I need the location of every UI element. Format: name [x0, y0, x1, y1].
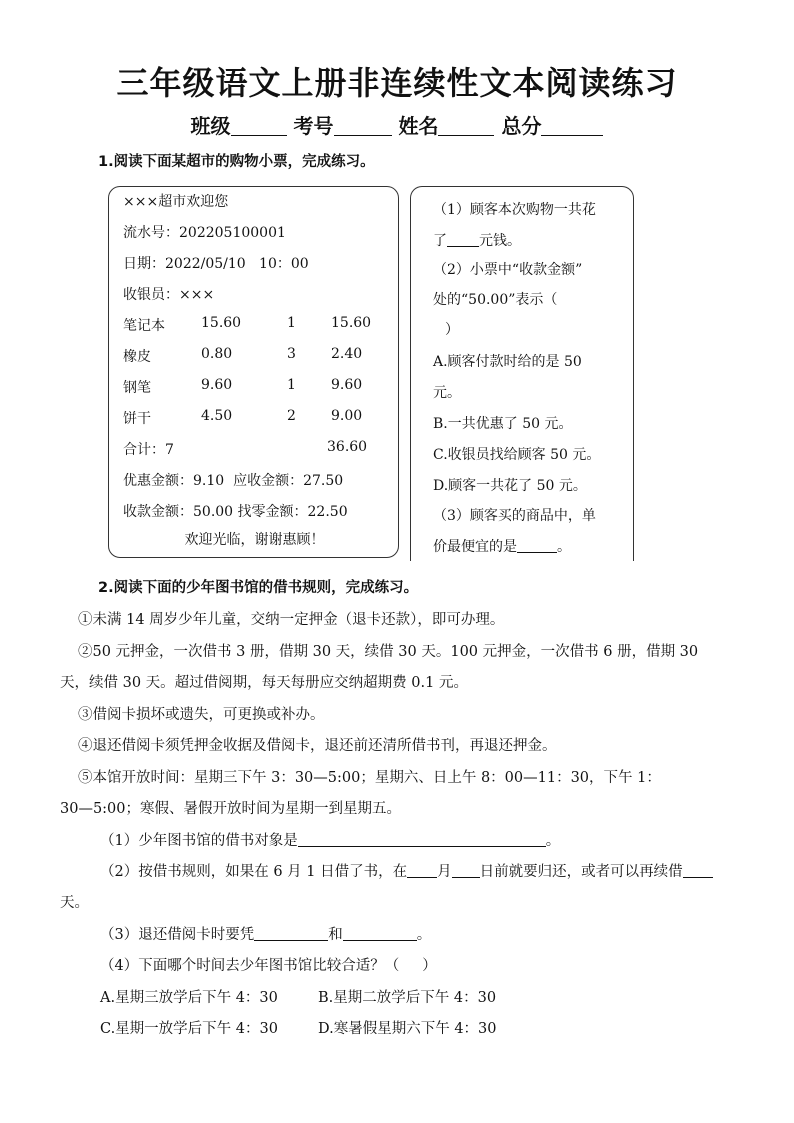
item-price: 15.60 [201, 315, 242, 331]
question-1-heading: 1.阅读下面某超市的购物小票，完成练习。 [98, 154, 375, 170]
sub-q1-text-end: 元钱。 [479, 233, 521, 249]
item-name: 饼干 [123, 411, 151, 427]
sub-q3-text: 价最便宜的是 [433, 539, 517, 555]
sub-question-2-1 [100, 829, 560, 850]
item-name: 橡皮 [123, 349, 151, 365]
sub-q2-line1: （2）小票中“收款金额” [433, 262, 583, 278]
sub-question-text-cont: 日前就要归还，或者可以再续借 [479, 864, 683, 880]
option-c: C.星期一放学后下午 4：30 [100, 1021, 278, 1037]
item-qty: 1 [287, 315, 296, 331]
receipt-footer: 欢迎光临，谢谢惠顾！ [184, 532, 325, 548]
option-d: D.顾客一共花了 50 元。 [433, 478, 587, 494]
day-blank[interactable] [452, 863, 480, 878]
name-blank[interactable] [438, 117, 494, 136]
rule-3: ③借阅卡损坏或遗失，可更换或补办。 [78, 707, 325, 723]
option-a: A.星期三放学后下午 4：30 [100, 990, 278, 1006]
sub-q1-text: 了 [433, 233, 447, 249]
receipt-discount: 优惠金额：9.10 应收金额：27.50 [123, 473, 344, 489]
sub-q2-bracket: ） [445, 322, 459, 338]
month-label: 月 [437, 864, 452, 880]
conjunction: 和 [328, 927, 343, 943]
shopping-receipt [108, 186, 399, 558]
item-qty: 3 [287, 346, 296, 362]
item-qty: 1 [287, 377, 296, 393]
score-blank[interactable] [541, 117, 603, 136]
answer-blank[interactable] [343, 926, 417, 941]
receipt-sum-value: 36.60 [327, 439, 368, 455]
option-a-line2: 元。 [433, 385, 461, 401]
option-c: C.收银员找给顾客 50 元。 [433, 447, 601, 463]
item-total: 15.60 [331, 315, 372, 331]
option-a-line1: A.顾客付款时给的是 50 [433, 354, 582, 370]
question-1-subquestions [410, 186, 634, 561]
item-total: 9.00 [331, 408, 363, 424]
number-label: 考号 [293, 114, 334, 138]
days-blank[interactable] [683, 863, 713, 878]
sub-q3-text-end: 。 [557, 539, 571, 555]
receipt-cashier: 收银员：××× [123, 287, 215, 303]
question-2-heading: 2.阅读下面的少年图书馆的借书规则，完成练习。 [98, 580, 419, 596]
item-price: 9.60 [201, 377, 233, 393]
item-total: 2.40 [331, 346, 363, 362]
page-title: 三年级语文上册非连续性文本阅读练习 [116, 64, 678, 102]
sub-question-2-2 [100, 860, 713, 881]
rule-2-line1: ②50 元押金，一次借书 3 册，借期 30 天，续借 30 天。100 元押金，一次借书 6 册，借期 30 [78, 644, 699, 660]
number-blank[interactable] [334, 117, 392, 136]
receipt-sum-label: 合计：7 [123, 442, 174, 458]
class-blank[interactable] [231, 117, 287, 136]
rule-5-line2: 30—5:00；寒假、暑假开放时间为星期一到星期五。 [60, 801, 402, 817]
score-label: 总分 [501, 114, 542, 138]
item-price: 0.80 [201, 346, 233, 362]
sub-question-2-3 [100, 923, 431, 944]
receipt-serial: 流水号：202205100001 [123, 225, 286, 241]
sub-question-end: 。 [416, 927, 432, 943]
sub-q1-line2 [433, 230, 521, 250]
item-total: 9.60 [331, 377, 363, 393]
month-blank[interactable] [407, 863, 437, 878]
sub-q2-line2: 处的“50.00”表示（ [433, 292, 558, 308]
sub-q1-line1: （1）顾客本次购物一共花 [433, 202, 596, 218]
name-label: 姓名 [398, 114, 439, 138]
item-name: 笔记本 [123, 318, 165, 334]
rule-5-line1: ⑤本馆开放时间：星期三下午 3：30—5:00；星期六、日上午 8：00—11：30，下午 1： [78, 770, 661, 786]
sub-question-2-2-end: 天。 [60, 895, 89, 911]
sub-question-end: 。 [545, 833, 561, 849]
option-d: D.寒暑假星期六下午 4：30 [318, 1021, 497, 1037]
receipt-date: 日期：2022/05/10 10：00 [123, 256, 309, 272]
rule-2-line2: 天，续借 30 天。超过借阅期，每天每册应交纳超期费 0.1 元。 [60, 675, 468, 691]
sub-question-text: （2）按借书规则，如果在 6 月 1 日借了书，在 [100, 864, 408, 880]
rule-1: ①未满 14 周岁少年儿童，交纳一定押金（退卡还款），即可办理。 [78, 612, 505, 628]
receipt-header: ×××超市欢迎您 [123, 194, 229, 210]
item-qty: 2 [287, 408, 296, 424]
sub-q3-line1: （3）顾客买的商品中，单 [433, 508, 596, 524]
receipt-received: 收款金额：50.00 找零金额：22.50 [123, 504, 348, 520]
sub-question-text: （3）退还借阅卡时要凭 [100, 927, 255, 943]
class-label: 班级 [190, 114, 231, 138]
sub-q3-line2 [433, 536, 571, 556]
answer-blank[interactable] [517, 538, 557, 553]
item-name: 钢笔 [123, 380, 151, 396]
rule-4: ④退还借阅卡须凭押金收据及借阅卡，退还前还清所借书刊，再退还押金。 [78, 738, 557, 754]
answer-blank[interactable] [447, 232, 479, 247]
answer-blank[interactable] [298, 832, 546, 847]
option-b: B.星期二放学后下午 4：30 [318, 990, 497, 1006]
sub-question-2-4: （4）下面哪个时间去少年图书馆比较合适？（ ） [100, 958, 437, 974]
student-info-line [0, 110, 794, 139]
sub-question-text: （1）少年图书馆的借书对象是 [100, 833, 298, 849]
item-price: 4.50 [201, 408, 233, 424]
answer-blank[interactable] [254, 926, 328, 941]
option-b: B.一共优惠了 50 元。 [433, 416, 573, 432]
